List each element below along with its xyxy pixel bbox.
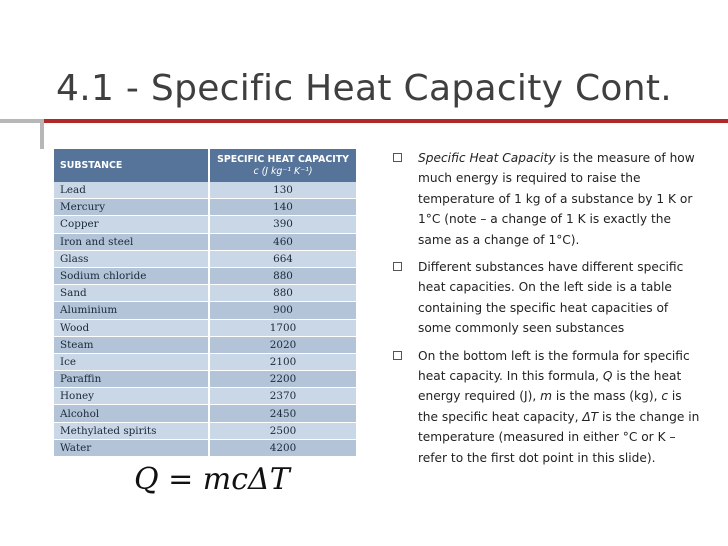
table-row — [54, 422, 356, 439]
table-row — [54, 267, 356, 284]
cell-specific-heat: 2500 — [209, 422, 356, 439]
cell-substance: Water — [54, 439, 209, 456]
symbol-c: c — [661, 389, 669, 404]
formula-text: Q = mcΔT — [134, 462, 290, 497]
table-row — [54, 319, 356, 336]
header-unit: c (J kg⁻¹ K⁻¹) — [253, 165, 313, 177]
title-rule-vertical — [40, 119, 44, 149]
cell-substance: Lead — [54, 182, 209, 199]
bullet-text: is the change in temperature (measured in either °C or K – refer to the first dot point in this slide). — [418, 409, 700, 465]
data-table — [54, 149, 356, 457]
bullet-text: is the mass (kg), — [552, 389, 662, 404]
bullet-text: is the measure of how much energy is required to raise the temperature of 1 kg of a substance by 1 K or 1°C (note – a change of 1 K is exactly the same as a change of 1°C). — [418, 151, 695, 247]
table-row — [54, 285, 356, 302]
table-row — [54, 182, 356, 199]
table-row — [54, 371, 356, 388]
cell-specific-heat: 880 — [209, 285, 356, 302]
cell-substance: Iron and steel — [54, 233, 209, 250]
cell-substance: Sodium chloride — [54, 267, 209, 284]
cell-substance: Glass — [54, 250, 209, 267]
table-row — [54, 405, 356, 422]
table-row — [54, 216, 356, 233]
table-row — [54, 388, 356, 405]
cell-substance: Sand — [54, 285, 209, 302]
header-shc-label: SPECIFIC HEAT CAPACITY — [217, 153, 349, 165]
bullet-text: Different substances have different specific heat capacities. On the left side is a table containing the specific heat capacities of some commonly seen substances — [418, 260, 684, 336]
cell-substance: Wood — [54, 319, 209, 336]
table-row — [54, 233, 356, 250]
table-row — [54, 199, 356, 216]
header-specific-heat-capacity — [209, 149, 356, 182]
symbol-delta-t: ΔT — [582, 409, 599, 424]
cell-specific-heat: 130 — [209, 182, 356, 199]
cell-substance: Copper — [54, 216, 209, 233]
cell-specific-heat: 2450 — [209, 405, 356, 422]
cell-substance: Paraffin — [54, 371, 209, 388]
cell-specific-heat: 900 — [209, 302, 356, 319]
symbol-q: Q — [602, 369, 613, 384]
bullet-item — [392, 257, 702, 339]
bullet-list — [392, 148, 702, 475]
cell-specific-heat: 1700 — [209, 319, 356, 336]
cell-substance: Aluminium — [54, 302, 209, 319]
bullet-item — [392, 148, 702, 250]
cell-specific-heat: 2020 — [209, 336, 356, 353]
table-row — [54, 250, 356, 267]
cell-specific-heat: 4200 — [209, 439, 356, 456]
bullet-text: is the specific heat capacity, — [418, 389, 682, 424]
cell-specific-heat: 2370 — [209, 388, 356, 405]
table-row — [54, 439, 356, 456]
cell-substance: Methylated spirits — [54, 422, 209, 439]
specific-heat-table — [54, 149, 356, 457]
header-substance: SUBSTANCE — [54, 149, 209, 182]
table-row — [54, 302, 356, 319]
table-body — [54, 182, 356, 457]
cell-specific-heat: 664 — [209, 250, 356, 267]
title-rule — [44, 119, 728, 123]
square-bullet-icon — [393, 262, 402, 271]
slide-title: 4.1 - Specific Heat Capacity Cont. — [56, 68, 673, 109]
cell-specific-heat: 140 — [209, 199, 356, 216]
table-row — [54, 353, 356, 370]
table-header-row — [54, 149, 356, 182]
cell-substance: Ice — [54, 353, 209, 370]
cell-specific-heat: 2200 — [209, 371, 356, 388]
table-row — [54, 336, 356, 353]
cell-substance: Mercury — [54, 199, 209, 216]
bullet-text: is the heat energy required (J), — [418, 369, 682, 404]
cell-specific-heat: 880 — [209, 267, 356, 284]
square-bullet-icon — [393, 351, 402, 360]
bullet-item — [392, 346, 702, 468]
bullet-text: On the bottom left is the formula for specific heat capacity. In this formula, — [418, 348, 690, 384]
cell-substance: Honey — [54, 388, 209, 405]
cell-substance: Steam — [54, 336, 209, 353]
cell-substance: Alcohol — [54, 405, 209, 422]
cell-specific-heat: 2100 — [209, 353, 356, 370]
cell-specific-heat: 460 — [209, 233, 356, 250]
symbol-m: m — [540, 389, 553, 404]
square-bullet-icon — [393, 153, 402, 162]
title-rule-left — [0, 119, 40, 123]
bullet-term: Specific Heat Capacity — [418, 151, 556, 165]
formula — [134, 462, 290, 497]
cell-specific-heat: 390 — [209, 216, 356, 233]
